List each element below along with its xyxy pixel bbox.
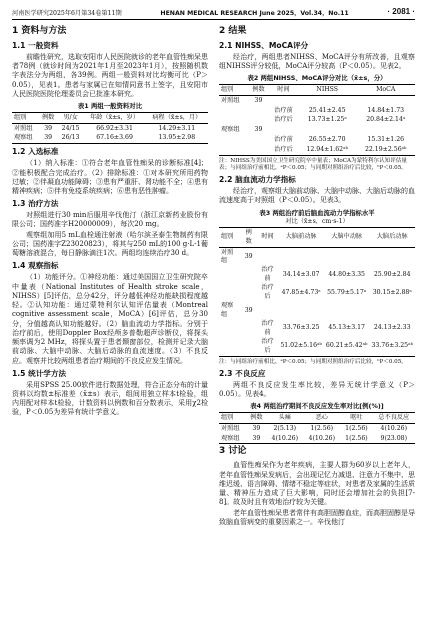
table-cell: 12.94±1.62ᵃᵇ [306,145,348,153]
table-cell: 对照组 [14,124,33,132]
table2-caption: 表2 两组NIHSS、MoCA评分对比（x̄±s，分） [247,74,387,83]
table-header-cell: 组别 [219,84,248,95]
table-cell: 33.76±3.25ᵃᵇ [371,342,413,350]
table-header-cell: 年龄（x̄±s，岁） [83,112,145,123]
subsection-heading-observation: 1.4 观察指标 [12,261,59,271]
table-header-cell: 时间 [257,228,279,247]
table-cell: 对照组 [221,248,234,264]
table-cell [241,338,257,356]
table-cell: 51.02±5.16ᵃᵇ [280,342,322,350]
table-cell: 39 [254,96,263,104]
table-cell [269,125,298,135]
subsection-heading-blood-flow: 2.2 脑血流动力学指标 [219,175,296,185]
table-header-cell: 病程（x̄±s，月） [146,112,208,123]
table-cell: 14.84±1.73 [367,106,405,114]
table-cell [219,116,248,126]
table-row [12,133,208,143]
table-cell: 治疗后 [274,116,293,124]
table-cell: 39 [252,424,261,432]
table-cell [219,266,241,284]
table-row [219,125,415,135]
table-cell: 15.31±1.26 [367,135,405,143]
table-cell: 观察组 [14,134,33,142]
table-header-cell: 恶心 [303,412,340,423]
table-cell [269,96,298,106]
table-cell [369,302,415,320]
table-header-cell: 例数 [248,84,269,95]
table-row [219,338,415,356]
paragraph-statistics: 采用SPSS 25.00软件进行数据处理，符合正态分布的计量资料以均数±标准差（x̄±s）表示，组间用独立样本t检验，组内用配对样本t检验，计数资料以例数和百分数表示，采用χ2检验，P＜0.05为差异有统计学意义。 [12,380,208,417]
table-header-cell: 大脑中动脉 [324,228,370,247]
paragraph-discussion-2: 老年血管性痴呆患者常伴有高胆固醇血症，而高胆固醇是导致脑血管病变的重要因素之一。辛伐他汀 [219,508,415,526]
subsection-heading-statistics: 1.5 统计学方法 [12,368,67,378]
table-cell: 24/15 [61,124,80,132]
table-row [219,96,415,106]
table-cell: 45.13±3.17 [328,324,365,332]
section-heading-discussion: 3 讨论 [219,446,247,457]
table-header-cell: MoCA [356,84,415,95]
table-cell [248,135,269,145]
table-cell [356,125,415,135]
table-cell: 治疗前 [261,320,274,336]
section-heading-materials: 1 资料与方法 [12,26,67,36]
table-cell [219,135,248,145]
table-cell [219,145,248,155]
table3 [219,227,415,356]
table-cell: 治疗后 [274,145,293,153]
table-cell: 39 [252,434,261,442]
table-cell [257,247,279,265]
header-journal: HENAN MEDICAL RESEARCH June 2025，Vol.34，No.11 [160,9,349,17]
table4 [219,412,415,445]
table-row [219,106,415,116]
table-cell [356,96,415,106]
table-cell: 24.13±2.33 [373,324,411,332]
table-cell: 39 [254,126,263,134]
paragraph-discussion-1: 血管性痴呆作为老年疾病，主要人群为60岁以上老年人，老年血管性痴呆发病后，会出现记忆力减退、注意力不集中、思维迟缓、语言障碍、情绪不稳定等症状，对患者及家属的生活质量、精神压力造成了巨大影响，同时还会增加社会的负担[7-8]。故及时且有效地治疗较为关键。 [219,461,415,507]
table-header-cell: 时间 [269,84,298,95]
table-cell: 26.55±2.70 [308,135,346,143]
table-cell: 观察组 [221,434,240,442]
table1 [12,112,208,145]
subsection-heading-criteria: 1.2 入选标准 [12,147,59,157]
table-cell: 观察组 [221,126,240,134]
table-cell: 47.85±4.73ᵃ [281,288,321,296]
table-cell [278,247,324,265]
table-cell [324,302,370,320]
table-cell: 22.19±2.56ᵃᵇ [364,145,407,153]
table-header-row [219,84,415,95]
table-cell: 13.95±2.98 [158,134,196,142]
paragraph-adverse: 两组不良反应发生率比较，差异无统计学意义（P＞0.05）。见表4。 [219,380,415,399]
table-header-cell: NIHSS [298,84,357,95]
table-header-cell: 头痛 [266,412,303,423]
table-cell: 39 [44,124,53,132]
header-left: 河南医学研究2025年6月第34卷第11期 [12,9,122,17]
table-cell [219,338,241,356]
table-row [219,434,415,444]
table-cell: 25.41±2.45 [308,106,346,114]
table-header-cell: 总不良反应 [373,412,415,423]
paragraph-nihss: 经治疗，两组患者NIHSS、MoCA评分有所改善，且观察组NIHSS评分较低，MoCA评分较高（P＜0.05）。见表2。 [219,52,415,71]
table-cell: 33.76±3.25 [282,324,320,332]
table1-caption: 表1 两组一般资料对比 [77,102,143,111]
table-cell: 治疗前 [274,135,293,143]
subsection-heading-nihss: 2.1 NIHSS、MoCA评分 [219,40,309,50]
table4-caption: 表4 两组治疗期间不良反应发生率对比[例(%)] [250,402,384,411]
table-cell [248,116,269,126]
paragraph-criteria: （1）纳入标准：①符合老年血管性痴呆的诊断标准[4]；②能积极配合完成治疗。（2）排除标准：①对本研究所用药物过敏；②伴凝血功能障碍；③患有严重肝、肾功能不全；④患有精神疾病；⑤伴有免疫系统疾病；⑥患有恶性肿瘤。 [12,159,208,195]
table-cell: 4(10.26) [380,424,407,432]
table-cell: 治疗前 [274,106,293,114]
table-header-cell: 例数 [241,228,257,247]
table-cell [241,266,257,284]
table-header-cell: 组别 [12,112,39,123]
table-header-row [12,112,208,123]
table-cell: 1(2.56) [345,434,368,442]
table-cell: 39 [244,252,253,260]
paragraph-observation-indexes: （1）功能评分。①神经功能：通过美国国立卫生研究院卒中量表（National Institutes of Health stroke scale，NIHSS）[5]评估，总分42分，评分越低神经功能缺损程度越轻。②认知功能：通过蒙特利尔认知评估量表（Montreal cognitive assessment scale，MoCA）[6]评估，总分30分，分值越高认知功能越好。（2）脑血流动力学指标。分别于治疗前后，使用Doppler Box经颅多普勒超声诊断仪，将探头频率调为2 MHz，将探头置于患者颞窗部位，检测并记录大脑前动脉、大脑中动脉、大脑后动脉的血流速度。（3）不良反应。观察并比较两组患者治疗期间的不良反应发生情况。 [12,273,208,365]
table-cell: 44.80±3.35 [328,270,365,278]
table-cell [219,284,241,302]
table-header-row [219,228,415,247]
subsection-heading-general: 1.1 一般资料 [12,40,59,50]
table-cell: 4(10.26) [308,434,336,442]
table-header-cell: 组别 [219,228,241,247]
paragraph-method-control: 对照组进行30 min后服用辛伐他汀（浙江京新药业股份有限公司；国药准字H20000009），每次20 mg。 [12,211,208,229]
paragraph-method-observation: 观察组加用5 mL血栓通注射液（哈尔滨圣泰生物制药有限公司；国药准字Z23020823），将其与250 mL的100 g·L-1葡萄糖溶液混合，每日静脉滴注1次。两组均连续治疗30 d。 [12,230,208,258]
table-cell: 对照组 [221,424,240,432]
table-header-cell: 男/女 [58,112,84,123]
table-row [219,284,415,302]
table-cell: 67.16±3.69 [96,134,133,142]
table-cell [219,320,241,338]
running-header [12,6,415,20]
table-row [219,423,415,433]
table-cell [219,106,248,116]
left-column [12,24,208,419]
table-header-cell: 大脑前动脉 [278,228,324,247]
table2 [219,84,415,156]
table2-note: 注：NIHSS为美国国立卫生研究院卒中量表；MoCA为蒙特利尔认知评估量表；与同组治疗前相比，ᵃP＜0.05；与同期对照组治疗后比较，ᵇP＜0.05。 [219,157,407,171]
table-cell: 4(10.26) [271,434,299,442]
table-row [219,320,415,338]
table-row [219,135,415,145]
table-row [219,302,415,320]
table-cell: 34.14±3.07 [282,270,320,278]
table-row [219,145,415,155]
table-cell: 1(2.56) [310,424,334,432]
table3-caption: 表3 两组治疗前后脑血流动力学指标水平 [259,208,375,217]
table-cell [324,247,370,265]
table-header-row [219,412,415,423]
table-header-cell: 呕吐 [340,412,372,423]
table-cell: 对照组 [221,96,240,104]
table-row [12,123,208,133]
table-header-cell: 例数 [246,412,266,423]
table3-caption-line2: 对比（x̄±s，cm·s-1） [285,218,349,226]
table-row [219,247,415,265]
table-cell: 治疗后 [261,284,274,300]
table-cell: 25.90±2.84 [373,270,411,278]
paragraph-blood-flow: 经治疗，观察组大脑前动脉、大脑中动脉、大脑后动脉的血流速度高于对照组（P＜0.05）。见表3。 [219,187,415,205]
table-cell: 治疗前 [261,266,274,282]
table-cell: 观察组 [221,302,234,318]
paragraph-general: 前瞻性研究，选取安阳市人民医院就诊的老年血管性痴呆患者78例（就诊时间为2021年1月至2023年1月），按照随机数字表法分为两组，各39例。两组一般资料对比均衡可比（P＞0.05），见表1。患者与家属已在知情同意书上签字，且安阳市人民医院医院伦理委员会已批准本研究。 [12,52,208,98]
table-cell [369,247,415,265]
table-cell: 39 [244,306,253,314]
page-number: · 2081 · [387,7,415,17]
table-cell [241,284,257,302]
table-cell [248,106,269,116]
table-cell: 2(5.13) [273,424,297,432]
subsection-heading-adverse: 2.3 不良反应 [219,368,266,378]
table3-note: 注：与同组治疗前相比，ᵃP＜0.05；与同期对照组治疗后比较，ᵇP＜0.05。 [219,358,407,365]
table-cell: 30.15±2.88ᵃ [372,288,412,296]
table-cell [298,125,357,135]
table-cell: 39 [44,134,53,142]
table-row [219,266,415,284]
table-cell: 13.73±1.25ᵃ [307,116,347,124]
subsection-heading-method: 1.3 治疗方法 [12,199,59,209]
table-cell: 26/13 [61,134,80,142]
table-header-cell: 大脑后动脉 [369,228,415,247]
table-cell: 55.79±5.17ᵃ [327,288,367,296]
section-heading-results: 2 结果 [219,26,247,36]
table-row [219,116,415,126]
table-cell: 20.84±2.14ᵃ [366,116,406,124]
table-cell: 14.29±3.11 [158,124,196,132]
table-cell [298,96,357,106]
table-cell [278,302,324,320]
right-column [219,24,415,528]
table-cell [248,145,269,155]
table-cell [257,302,279,320]
table-cell: 治疗后 [261,338,274,354]
table-cell: 1(2.56) [345,424,368,432]
table-cell: 9(23.08) [380,434,407,442]
table-header-cell: 例数 [39,112,58,123]
table-cell [241,320,257,338]
table-cell: 60.21±5.42ᵃᵇ [325,342,368,350]
table-header-cell: 组别 [219,412,246,423]
table-cell: 66.92±3.31 [96,124,133,132]
